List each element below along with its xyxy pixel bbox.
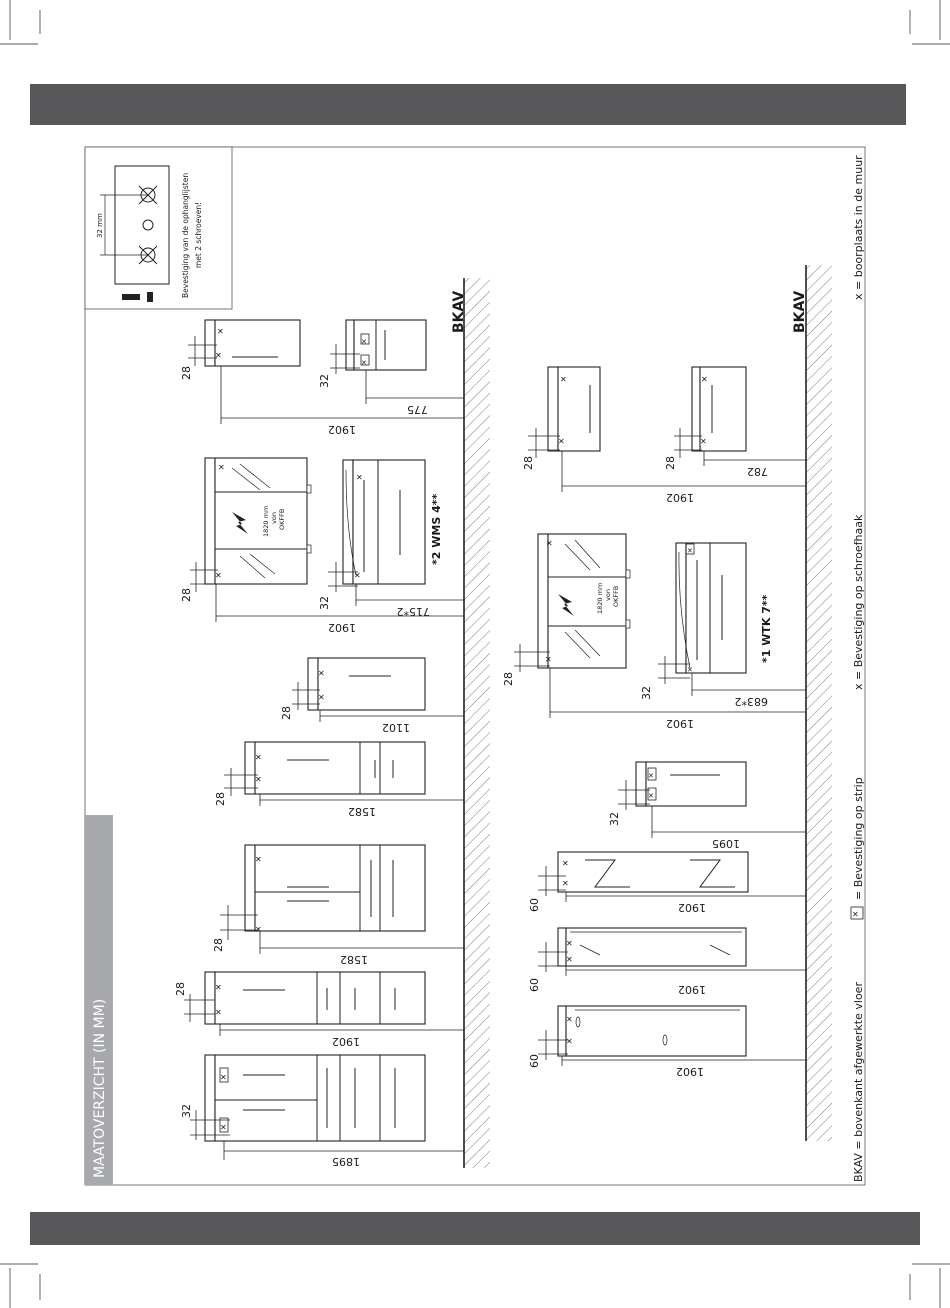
svg-text:✕: ✕: [220, 1123, 227, 1132]
shelf-1902-b: [558, 928, 746, 966]
dim-775: [366, 370, 464, 404]
offset-label-28g: 28: [502, 672, 515, 686]
height-label-1095: 1095: [712, 837, 740, 850]
height-label-1902-shelf-b: 1902: [678, 983, 706, 996]
offset-label-28d: 28: [280, 706, 293, 720]
svg-text:✕: ✕: [354, 571, 361, 580]
cabinet-1902-lower-top: [548, 367, 600, 451]
svg-text:✕: ✕: [215, 571, 222, 580]
svg-text:✕: ✕: [687, 547, 693, 555]
offset-label-28b: 28: [212, 938, 225, 952]
dim-1902-shelf-a: [562, 1056, 806, 1066]
legend-hole: x = boorplaats in de muur: [852, 155, 865, 300]
svg-text:✕: ✕: [215, 983, 222, 992]
svg-text:✕: ✕: [215, 351, 222, 360]
offset-label-60c: 60: [528, 898, 541, 912]
dim-1582-a: [260, 931, 464, 954]
wall-upper: [464, 278, 490, 1168]
svg-text:✕: ✕: [546, 539, 553, 548]
vanity-775: [346, 320, 426, 370]
inset-detail: [85, 147, 232, 309]
offset-label-32c: 32: [318, 374, 331, 388]
svg-text:✕: ✕: [562, 859, 569, 868]
svg-text:✕: ✕: [566, 955, 573, 964]
svg-text:✕: ✕: [700, 437, 707, 446]
wall-label-upper: BKAV: [451, 290, 467, 333]
height-label-1902-shelf-a: 1902: [676, 1065, 704, 1078]
offset-label-28h: 28: [522, 456, 535, 470]
svg-text:✕: ✕: [566, 1037, 573, 1046]
offset-label-28a: 28: [174, 982, 187, 996]
model-wms: *2 WMS 4**: [430, 493, 443, 565]
mirror-note-2-upper: von: [270, 512, 278, 524]
cabinet-1095: [636, 762, 746, 806]
dim-1902-shelf-b: [566, 966, 806, 976]
svg-text:✕: ✕: [566, 939, 573, 948]
legend-strip: = Bevestiging op strip: [852, 777, 865, 900]
inset-spacing: 32 mm: [96, 213, 104, 238]
strip-icon: [851, 907, 863, 919]
dim-1902-shelf-c: [566, 892, 806, 902]
dim-683: [692, 673, 806, 696]
mirror-note-3-upper: OKFFB: [278, 508, 286, 530]
dim-1582-b: [260, 794, 464, 806]
svg-text:✕: ✕: [566, 1015, 573, 1024]
height-label-715: 715*2: [396, 605, 430, 618]
svg-text:✕: ✕: [648, 772, 654, 780]
dim-1902-mirror-lower: [550, 668, 806, 718]
offset-label-28f: 28: [180, 366, 193, 380]
height-label-1902-top: 1902: [328, 423, 356, 436]
cabinet-1902-a: [205, 972, 425, 1024]
svg-text:✕: ✕: [361, 338, 367, 346]
height-label-1902-lower-top: 1902: [666, 491, 694, 504]
offset-label-32d: 32: [608, 812, 621, 826]
svg-text:✕: ✕: [361, 359, 367, 367]
cabinet-1582-a: [245, 845, 425, 934]
height-label-1902-mirror-lower: 1902: [666, 717, 694, 730]
shelf-1902-a: [558, 1006, 746, 1056]
height-label-683: 683*2: [734, 695, 768, 708]
offset-label-60a: 60: [528, 1054, 541, 1068]
svg-text:✕: ✕: [356, 473, 363, 482]
legend-bkav: BKAV = bovenkant afgewerkte vloer: [852, 982, 865, 1182]
cabinet-1582-b: [245, 742, 425, 794]
offset-label-28c: 28: [214, 792, 227, 806]
dim-715: [356, 584, 464, 606]
svg-text:✕: ✕: [558, 437, 565, 446]
svg-text:✕: ✕: [255, 855, 262, 864]
model-wtk: *1 WTK 7**: [760, 594, 773, 663]
offset-label-28e: 28: [180, 588, 193, 602]
mirror-note-3-lower: OKFFB: [612, 585, 620, 607]
height-label-1582-a: 1582: [340, 953, 368, 966]
dim-782: [704, 451, 806, 466]
offset-label-28i: 28: [664, 456, 677, 470]
height-label-1102: 1102: [382, 721, 410, 734]
height-label-1582-b: 1582: [348, 805, 376, 818]
cabinet-1902-top: [205, 320, 300, 366]
height-label-782: 782: [747, 465, 768, 478]
svg-text:✕: ✕: [701, 375, 708, 384]
height-label-775: 775: [407, 403, 428, 416]
height-label-1902-a: 1902: [332, 1035, 360, 1048]
dim-1902-a: [220, 1024, 464, 1036]
dim-1095: [652, 806, 806, 838]
vanity-wms: [343, 460, 425, 584]
svg-text:✕: ✕: [545, 655, 552, 664]
height-label-1902-shelf-c: 1902: [678, 901, 706, 914]
svg-text:✕: ✕: [852, 910, 859, 919]
vanity-wtk: [676, 543, 746, 674]
shelf-1902-c: [558, 852, 748, 892]
mirror-note-2-lower: von: [604, 589, 612, 601]
cabinet-1102: [308, 658, 425, 710]
svg-text:✕: ✕: [687, 666, 693, 674]
svg-text:✕: ✕: [255, 925, 262, 934]
inset-caption-2: met 2 schroeven!: [194, 201, 203, 268]
page-title: MAATOVERZICHT (IN MM): [92, 998, 108, 1178]
dim-1902-lower-top: [562, 451, 806, 492]
svg-text:✕: ✕: [218, 463, 225, 472]
legend-hook: x = Bevestiging op schroefhaak: [852, 514, 865, 690]
svg-text:✕: ✕: [562, 879, 569, 888]
height-label-1902-mirror: 1902: [328, 621, 356, 634]
svg-text:✕: ✕: [560, 375, 567, 384]
screw-icon: [122, 294, 140, 300]
dim-1102: [320, 710, 464, 722]
mirror-cabinet-upper: [205, 458, 311, 584]
svg-text:✕: ✕: [255, 753, 262, 762]
vanity-782: [692, 367, 746, 451]
cabinet-1895: [205, 1055, 425, 1141]
wall-label-lower: BKAV: [792, 290, 808, 333]
offset-label-60b: 60: [528, 978, 541, 992]
wall-lower: [806, 265, 832, 1141]
svg-text:✕: ✕: [648, 792, 654, 800]
mirror-note-1-upper: 1820 mm: [262, 505, 270, 537]
height-label-1895: 1895: [332, 1155, 360, 1168]
offset-label-32a: 32: [180, 1104, 193, 1118]
svg-text:✕: ✕: [220, 1073, 227, 1082]
mirror-note-1-lower: 1820 mm: [596, 582, 604, 614]
svg-text:✕: ✕: [318, 669, 325, 678]
offset-label-32e: 32: [640, 686, 653, 700]
svg-text:✕: ✕: [217, 327, 224, 336]
svg-text:✕: ✕: [318, 693, 325, 702]
offset-label-32b: 32: [318, 596, 331, 610]
svg-text:✕: ✕: [215, 1008, 222, 1017]
svg-text:✕: ✕: [255, 775, 262, 784]
inset-caption-1: Bevestiging van de ophanglijsten: [181, 172, 190, 298]
